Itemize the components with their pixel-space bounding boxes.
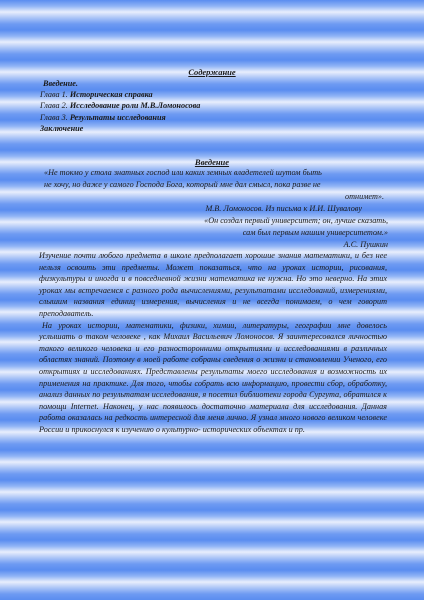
- intro-title: Введение: [194, 157, 230, 167]
- toc-item-chapter-3: [40, 113, 166, 122]
- toc-title: Содержание: [188, 67, 236, 77]
- toc-item-label: Историческая справка: [69, 90, 153, 99]
- toc-item-label: Результаты исследования: [69, 113, 166, 122]
- toc-item-prefix: Глава 1.: [40, 90, 70, 99]
- toc-item-label: Введение.: [43, 79, 78, 88]
- epigraph-1-line-1: «Не токмо у стола знатных господ или каких земных владетелей шутом быть: [44, 168, 322, 177]
- toc-item-label: Исследование роли М.В.Ломоносова: [69, 101, 201, 110]
- epigraph-1-author: М.В. Ломоносов. Из письма к И.И. Шувалову: [205, 204, 362, 213]
- toc-item-prefix: Глава 2.: [40, 101, 70, 110]
- epigraph-2-author: А.С. Пушкин: [343, 240, 388, 249]
- toc-item-label: Заключение: [40, 124, 84, 133]
- toc-item-prefix: Глава 3.: [40, 113, 70, 122]
- epigraph-2-line-1: «Он создал первый университет; он, лучше сказать,: [204, 216, 388, 225]
- toc-item-chapter-1: [40, 90, 153, 99]
- toc-item-chapter-2: [40, 101, 200, 110]
- intro-paragraph-1: Изучение почти любого предмета в школе предполагает хорошие знания математики, и без нее нельзя освоить эти предметы. Может показаться, что на уроках истории, рисования, физкультуры и иногда и в повседневной жизни математика не нужна. Но это неверно. На этих уроках мы встречаемся с разного рода вычислениями, результатами исследований, измерениями, слышим названия единиц измерения, вычисления и не всегда понимаем, о чем говорит преподаватель.: [39, 251, 387, 318]
- intro-paragraph-2: На уроках истории, математики, физики, химии, литературы, географии мне довелось услышать о таком человеке , как Михаил Васильевич Ломоносов. Я заинтересовался личностью такого великого человека и его разносторонними открытиями и исследованиями в различных областях знаний. Поэтому в моей работе собраны сведения о жизни и становлении Ученого, его открытиях и исследованиях. Представлены результаты моего исследования и возможность их применения на практике. Для того, чтобы собрать всю информацию, провести сбор, обработку, анализ данных по результатам исследования, я посетил библиотеки города Сургута, обратился к помощи Internet. Наконец, у нас появилось достаточно материала для исследования. Данная работа оказалась на редкость интересной для меня лично. Я узнал много нового великом человеке России и прикоснулся к изучению о культурно- исторических объектах и пр.: [39, 320, 387, 434]
- intro-body: [39, 250, 387, 436]
- epigraph-2-line-2: сам был первым нашим университетом.»: [242, 228, 388, 237]
- epigraph-1-line-2: не хочу, но даже у самого Господа Бога, который мне дал смысл, пока разве не: [44, 180, 321, 189]
- toc-item-conclusion: [40, 124, 83, 133]
- toc-item-intro: [43, 79, 78, 88]
- epigraph-1-line-3: отнимет».: [345, 192, 384, 201]
